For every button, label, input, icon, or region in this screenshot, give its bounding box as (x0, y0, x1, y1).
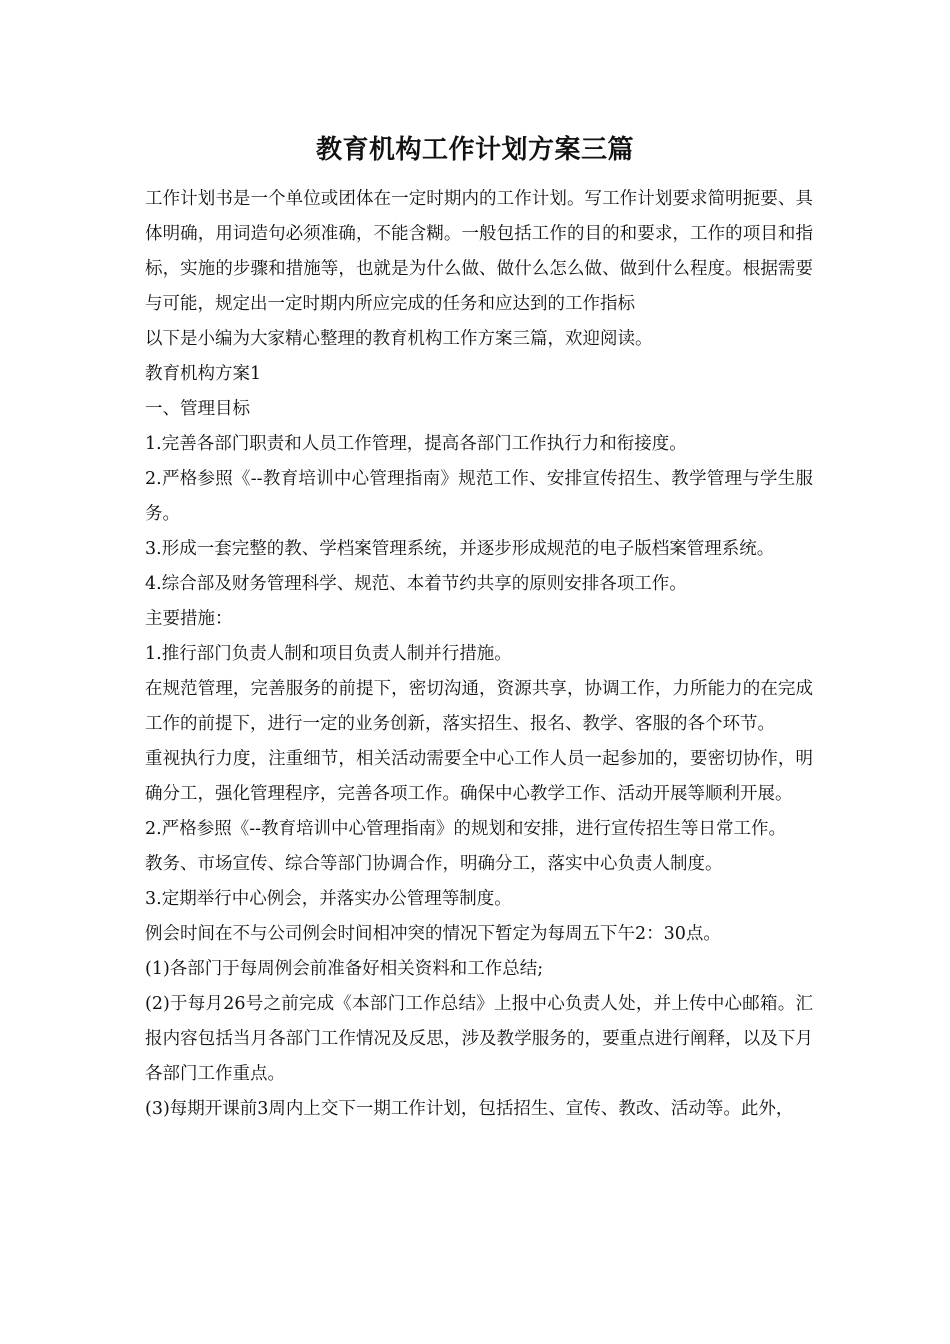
paragraph: 在规范管理，完善服务的前提下，密切沟通，资源共享，协调工作，力所能力的在完成工作的前提下，进行一定的业务创新，落实招生、报名、教学、客服的各个环节。 (145, 679, 813, 734)
list-item: 4.综合部及财务管理科学、规范、本着节约共享的原则安排各项工作。 (145, 574, 687, 594)
list-item: (2)于每月26号之前完成《本部门工作总结》上报中心负责人处，并上传中心邮箱。汇报内容包括当月各部门工作情况及反思，涉及教学服务的，要重点进行阐释，以及下月各部门工作重点。 (145, 994, 813, 1084)
section-heading: 教育机构方案1 (145, 364, 262, 384)
list-item: (3)每期开课前3周内上交下一期工作计划，包括招生、宣传、教改、活动等。此外， (145, 1099, 794, 1119)
paragraph: 重视执行力度，注重细节，相关活动需要全中心工作人员一起参加的，要密切协作，明确分工，强化管理程序，完善各项工作。确保中心教学工作、活动开展等顺利开展。 (145, 749, 813, 804)
list-item: (1)各部门于每周例会前准备好相关资料和工作总结; (145, 959, 544, 979)
paragraph: 例会时间在不与公司例会时间相冲突的情况下暂定为每周五下午2：30点。 (145, 924, 721, 944)
list-item: 1.完善各部门职责和人员工作管理，提高各部门工作执行力和衔接度。 (145, 434, 687, 454)
section-heading: 主要措施： (145, 609, 233, 629)
list-item: 1.推行部门负责人制和项目负责人制并行措施。 (145, 644, 512, 664)
document-body (145, 182, 813, 1127)
document-title: 教育机构工作计划方案三篇 (315, 135, 634, 165)
list-item: 3.形成一套完整的教、学档案管理系统，并逐步形成规范的电子版档案管理系统。 (145, 539, 775, 559)
list-item: 3.定期举行中心例会，并落实办公管理等制度。 (145, 889, 512, 909)
paragraph: 工作计划书是一个单位或团体在一定时期内的工作计划。写工作计划要求简明扼要、具体明确，用词造句必须准确，不能含糊。一般包括工作的目的和要求，工作的项目和指标，实施的步骤和措施等，也就是为什么做、做什么怎么做、做到什么程度。根据需要与可能，规定出一定时期内所应完成的任务和应达到的工作指标 (145, 189, 813, 314)
list-item: 2.严格参照《--教育培训中心管理指南》规范工作、安排宣传招生、教学管理与学生服务。 (145, 469, 813, 524)
paragraph: 以下是小编为大家精心整理的教育机构工作方案三篇，欢迎阅读。 (145, 329, 653, 349)
section-heading: 一、管理目标 (145, 399, 250, 419)
paragraph: 教务、市场宣传、综合等部门协调合作，明确分工，落实中心负责人制度。 (145, 854, 723, 874)
list-item: 2.严格参照《--教育培训中心管理指南》的规划和安排，进行宣传招生等日常工作。 (145, 819, 787, 839)
